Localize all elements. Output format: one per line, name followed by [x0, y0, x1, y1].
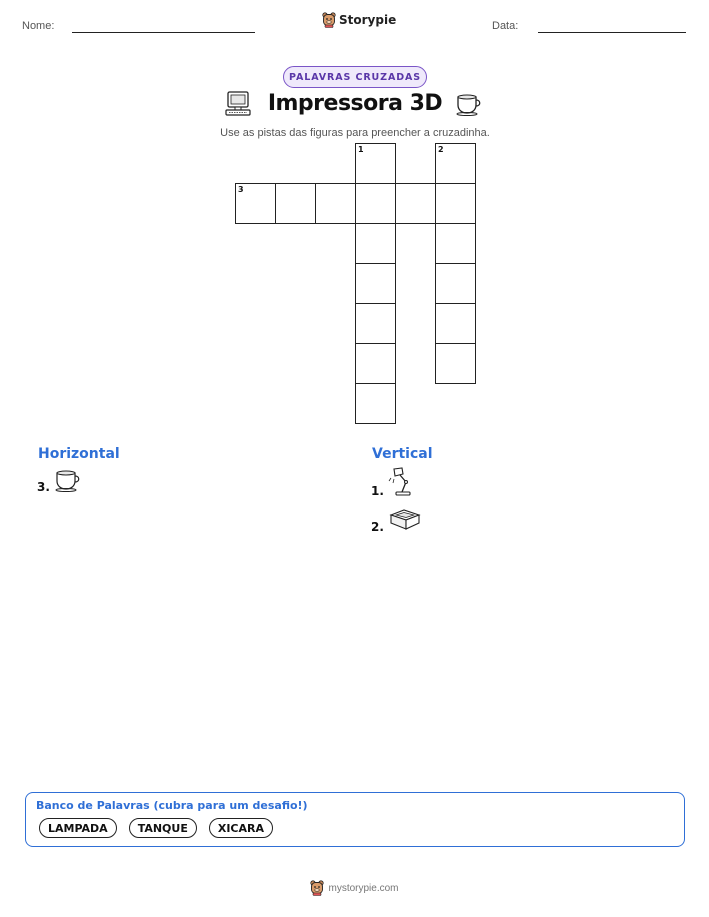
clue-vertical-2	[371, 506, 422, 534]
footer	[0, 880, 709, 896]
grid-cell[interactable]	[355, 223, 396, 264]
grid-cell[interactable]	[355, 263, 396, 304]
puzzle-type-badge: PALAVRAS CRUZADAS	[283, 66, 427, 88]
brand	[322, 12, 396, 28]
page-title: Impressora 3D	[267, 91, 443, 116]
brand-name: Storypie	[339, 13, 397, 27]
desk-lamp-icon	[388, 466, 414, 498]
grid-cell[interactable]	[395, 183, 436, 224]
teacup-icon	[455, 92, 485, 116]
date-label: Data:	[492, 20, 519, 32]
bear-logo-icon	[322, 12, 336, 28]
computer-icon	[224, 90, 252, 118]
grid-cell[interactable]	[355, 143, 396, 184]
grid-cell[interactable]	[315, 183, 356, 224]
water-tank-icon	[388, 506, 422, 534]
grid-cell[interactable]	[355, 343, 396, 384]
horizontal-heading: Horizontal	[38, 446, 120, 462]
footer-url[interactable]: mystorypie.com	[328, 882, 399, 894]
word-bank-title: Banco de Palavras (cubra para um desafio!)	[36, 799, 308, 812]
word-bank-item: XICARA	[209, 818, 273, 838]
clue-vertical-1	[371, 466, 414, 498]
word-bank-list	[39, 818, 273, 838]
instructions: Use as pistas das figuras para preencher a cruzadinha.	[220, 127, 490, 139]
clue-number: 1.	[371, 484, 384, 498]
grid-cell[interactable]	[435, 263, 476, 304]
date-line[interactable]	[538, 32, 686, 33]
grid-cell[interactable]	[355, 183, 396, 224]
clue-number: 3	[238, 185, 244, 194]
vertical-heading: Vertical	[372, 446, 433, 462]
teacup-icon	[54, 468, 84, 494]
grid-cell[interactable]	[235, 183, 276, 224]
clue-number: 2.	[371, 520, 384, 534]
grid-cell[interactable]	[435, 223, 476, 264]
name-line[interactable]	[72, 32, 255, 33]
name-label: Nome:	[22, 20, 55, 32]
grid-cell[interactable]	[275, 183, 316, 224]
word-bank-item: TANQUE	[129, 818, 197, 838]
grid-cell[interactable]	[355, 383, 396, 424]
bear-logo-icon	[310, 880, 324, 896]
grid-cell[interactable]	[355, 303, 396, 344]
clue-horizontal-3	[37, 468, 84, 494]
clue-number: 2	[438, 145, 444, 154]
grid-cell[interactable]	[435, 143, 476, 184]
clue-number: 1	[358, 145, 364, 154]
grid-cell[interactable]	[435, 343, 476, 384]
grid-cell[interactable]	[435, 303, 476, 344]
word-bank	[25, 792, 685, 847]
word-bank-item: LAMPADA	[39, 818, 117, 838]
grid-cell[interactable]	[435, 183, 476, 224]
clue-number: 3.	[37, 480, 50, 494]
